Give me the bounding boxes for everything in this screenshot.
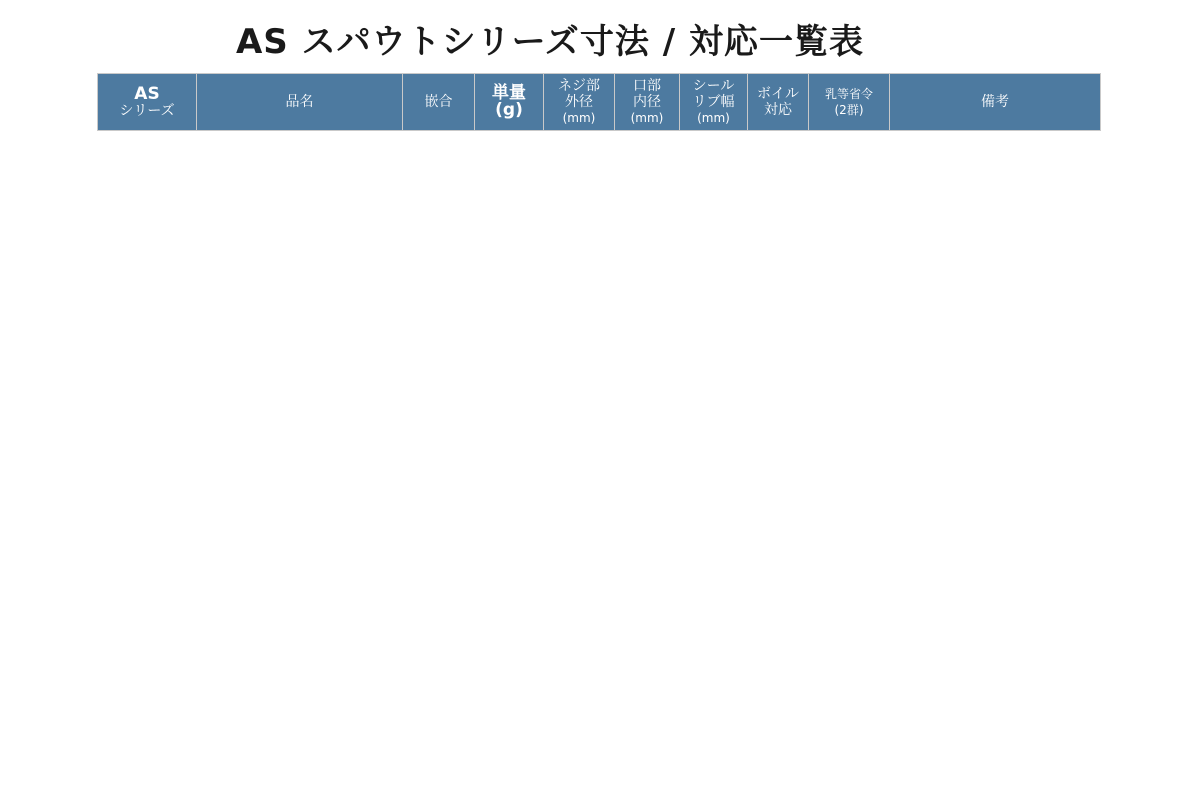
header-dairy: 乳等省令 (2群) xyxy=(809,74,890,131)
header-fit: 嵌合 xyxy=(403,74,475,131)
header-row xyxy=(98,74,1101,131)
header-name: 品名 xyxy=(197,74,403,131)
page-title: AS スパウトシリーズ寸法 / 対応一覧表 xyxy=(235,22,865,62)
header-weight: 単量 (g) xyxy=(475,74,544,131)
header-boil: ボイル 対応 xyxy=(748,74,809,131)
header-remarks: 備考 xyxy=(890,74,1101,131)
header-series: AS シリーズ xyxy=(98,74,197,131)
spec-table xyxy=(97,73,1101,131)
header-seal-rib: シール リブ幅 (mm) xyxy=(680,74,748,131)
header-neck-od: ネジ部 外径 (mm) xyxy=(544,74,615,131)
header-mouth-id: 口部 内径 (mm) xyxy=(615,74,680,131)
